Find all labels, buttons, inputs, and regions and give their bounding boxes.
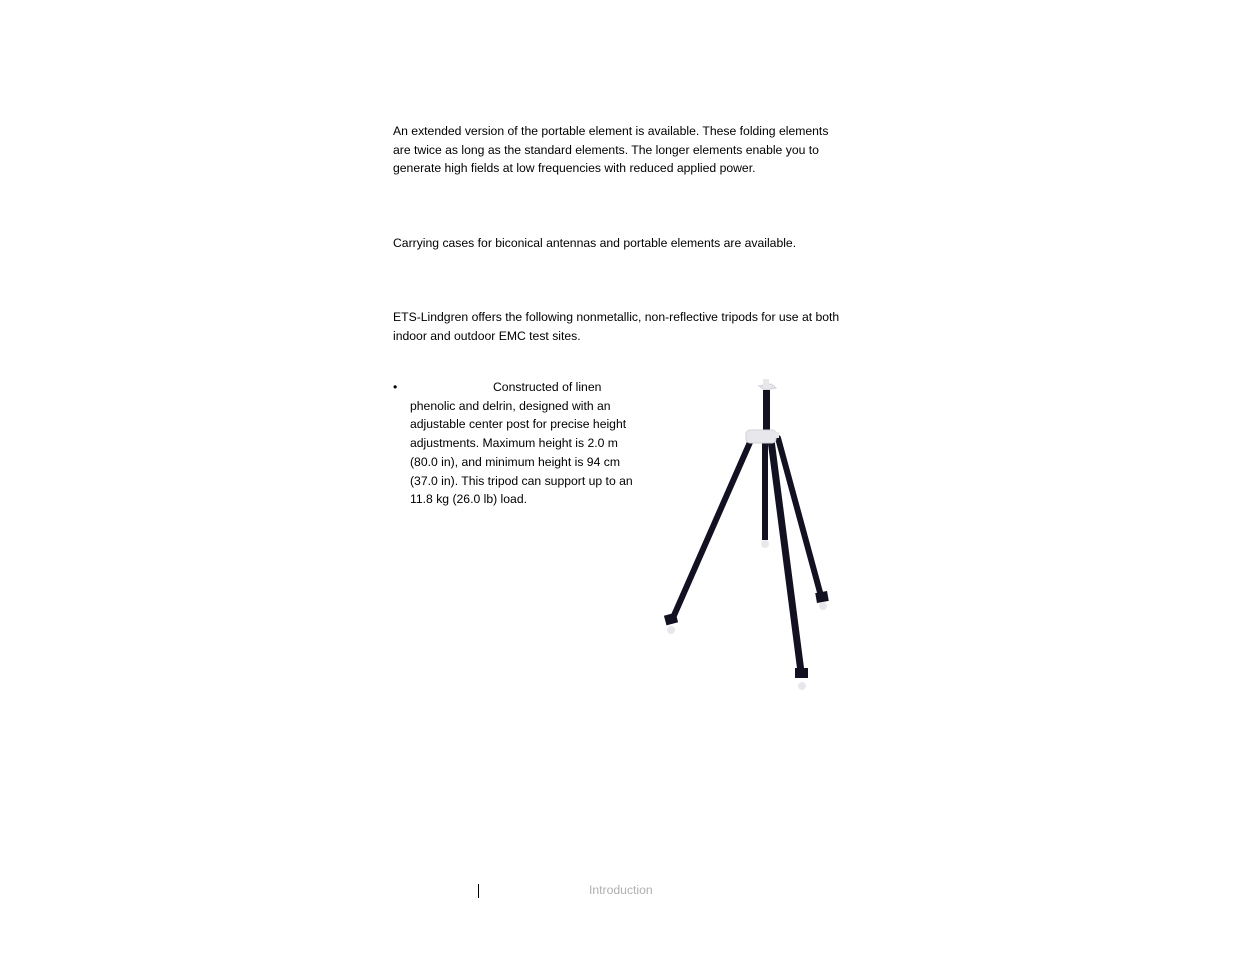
bullet-marker: • [393,380,398,394]
tripod-image [655,376,845,698]
tripod-top-knob [763,379,769,386]
tripods-intro-paragraph: ETS-Lindgren offers the following nonmetallic, non-reflective tripods for use at both indoor and outdoor EMC test sites. [393,310,840,343]
tripod-left-leg [672,440,751,620]
tripod-rear-foot [761,540,769,548]
footer-section-label: Introduction [589,883,653,897]
tripod-description: Constructed of linen phenolic and delrin, designed with an adjustable center post for precise height adjustments. Maximum height is 2.0 m (80.0 in), and minimum height is 94 cm (37.0 in). This tripod can support up to an 11.8 kg (26.0 lb) load. [410,380,633,507]
tripod-right-clamp [815,591,829,603]
tripod-left-clamp [664,613,678,626]
tripod-rear-leg [762,440,768,540]
extended-element-paragraph: An extended version of the portable element is available. These folding elements are twice as long as the standard elements. The longer elements enable you to generate high fields at low frequencies with reduced applied power. [393,124,829,176]
tripod-right-foot [819,602,827,610]
tripod-center-post [763,390,770,436]
tripod-head-block [746,430,776,443]
tripod-front-foot [798,682,806,690]
carrying-cases-paragraph: Carrying cases for biconical antennas and portable elements are available. [393,236,797,250]
tripod-front-clamp [795,668,808,678]
tripod-head-knob [774,432,779,438]
footer-divider [478,884,479,898]
tripod-left-foot [667,626,675,634]
